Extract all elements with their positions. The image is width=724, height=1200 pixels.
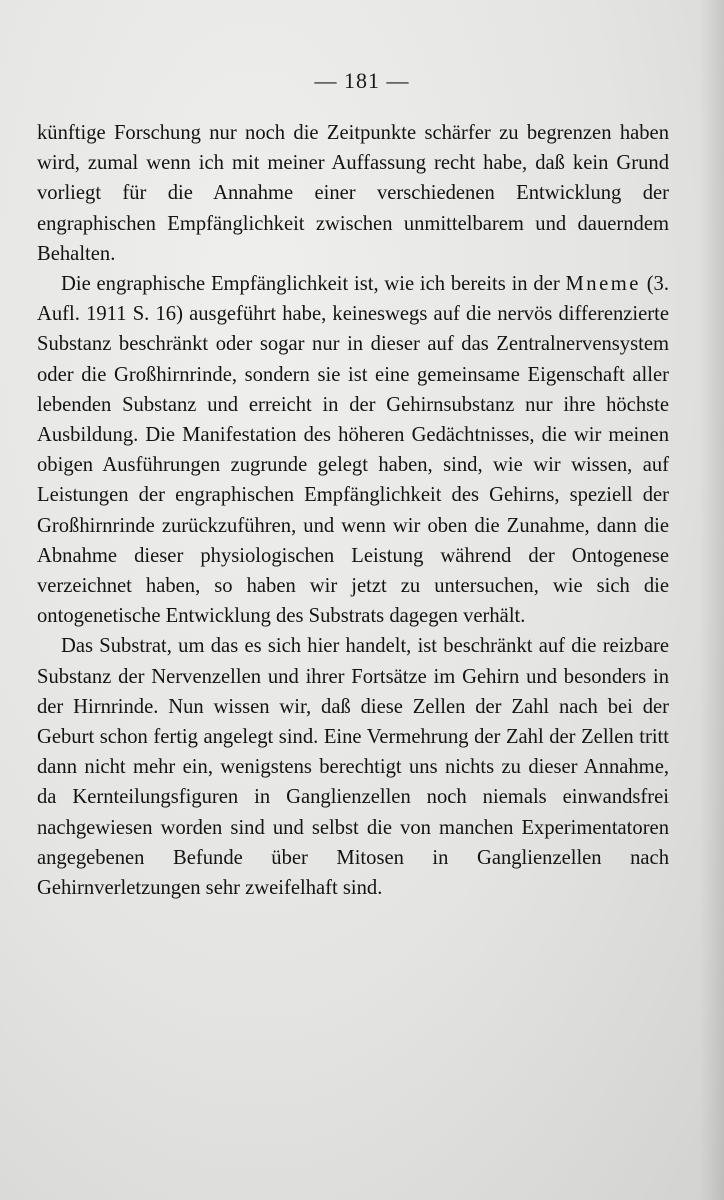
mneme-emphasis: Mneme: [565, 273, 641, 296]
paragraph-3: Das Substrat, um das es sich hier handelt, ist beschränkt auf die reizbare Substanz der Nervenzellen und ihrer Fortsätze im Gehirn und besonders in der Hirnrinde. Nun wissen wir, daß diese Zellen der Zahl nach bei der Geburt schon fertig angelegt sind. Eine Vermehrung der Zahl der Zellen tritt dann nicht mehr ein, wenigstens berechtigt uns nichts zu dieser Annahme, da Kernteilungsfiguren in Ganglienzellen noch niemals einwandsfrei nachgewiesen worden sind und selbst die von manchen Experimentatoren angegebenen Befunde über Mitosen in Ganglienzellen nach Gehirnverletzungen sehr zweifelhaft sind.: [37, 635, 669, 900]
paragraph-2-text-before: Die engraphische Empfänglichkeit ist, wie ich bereits in der: [61, 273, 566, 296]
body-text: [37, 118, 669, 903]
paragraph-1: künftige Forschung nur noch die Zeitpunkte schärfer zu begrenzen haben wird, zumal wenn ich mit meiner Auffassung recht habe, daß kein Grund vorliegt für die Annahme einer verschiedenen Entwicklung der engraphischen Empfänglichkeit zwischen unmittelbarem und dauerndem Behalten.: [37, 122, 669, 265]
page-edge-shadow: [700, 0, 724, 1200]
page-number: — 181 —: [314, 68, 410, 93]
paragraph-2-text-after: (3. Aufl. 1911 S. 16) ausgeführt habe, keineswegs auf die nervös differenzierte Substanz beschränkt oder sogar nur in dieser auf das Zentralnervensystem oder die Großhirnrinde, sondern sie ist eine gemeinsame Eigenschaft aller lebenden Substanz und erreicht in der Gehirnsubstanz nur ihre höchste Ausbildung. Die Manifestation des höheren Gedächtnisses, die wir meinen obigen Ausführungen zugrunde gelegt haben, sind, wie wir wissen, auf Leistungen der engraphischen Empfänglichkeit des Gehirns, speziell der Großhirnrinde zurückzuführen, und wenn wir oben die Zunahme, dann die Abnahme dieser physiologischen Leistung während der Ontogenese verzeichnet haben, so haben wir jetzt zu untersuchen, wie sich die ontogenetische Entwicklung des Substrats dagegen verhält.: [37, 273, 670, 628]
paragraph-2: [37, 269, 669, 631]
